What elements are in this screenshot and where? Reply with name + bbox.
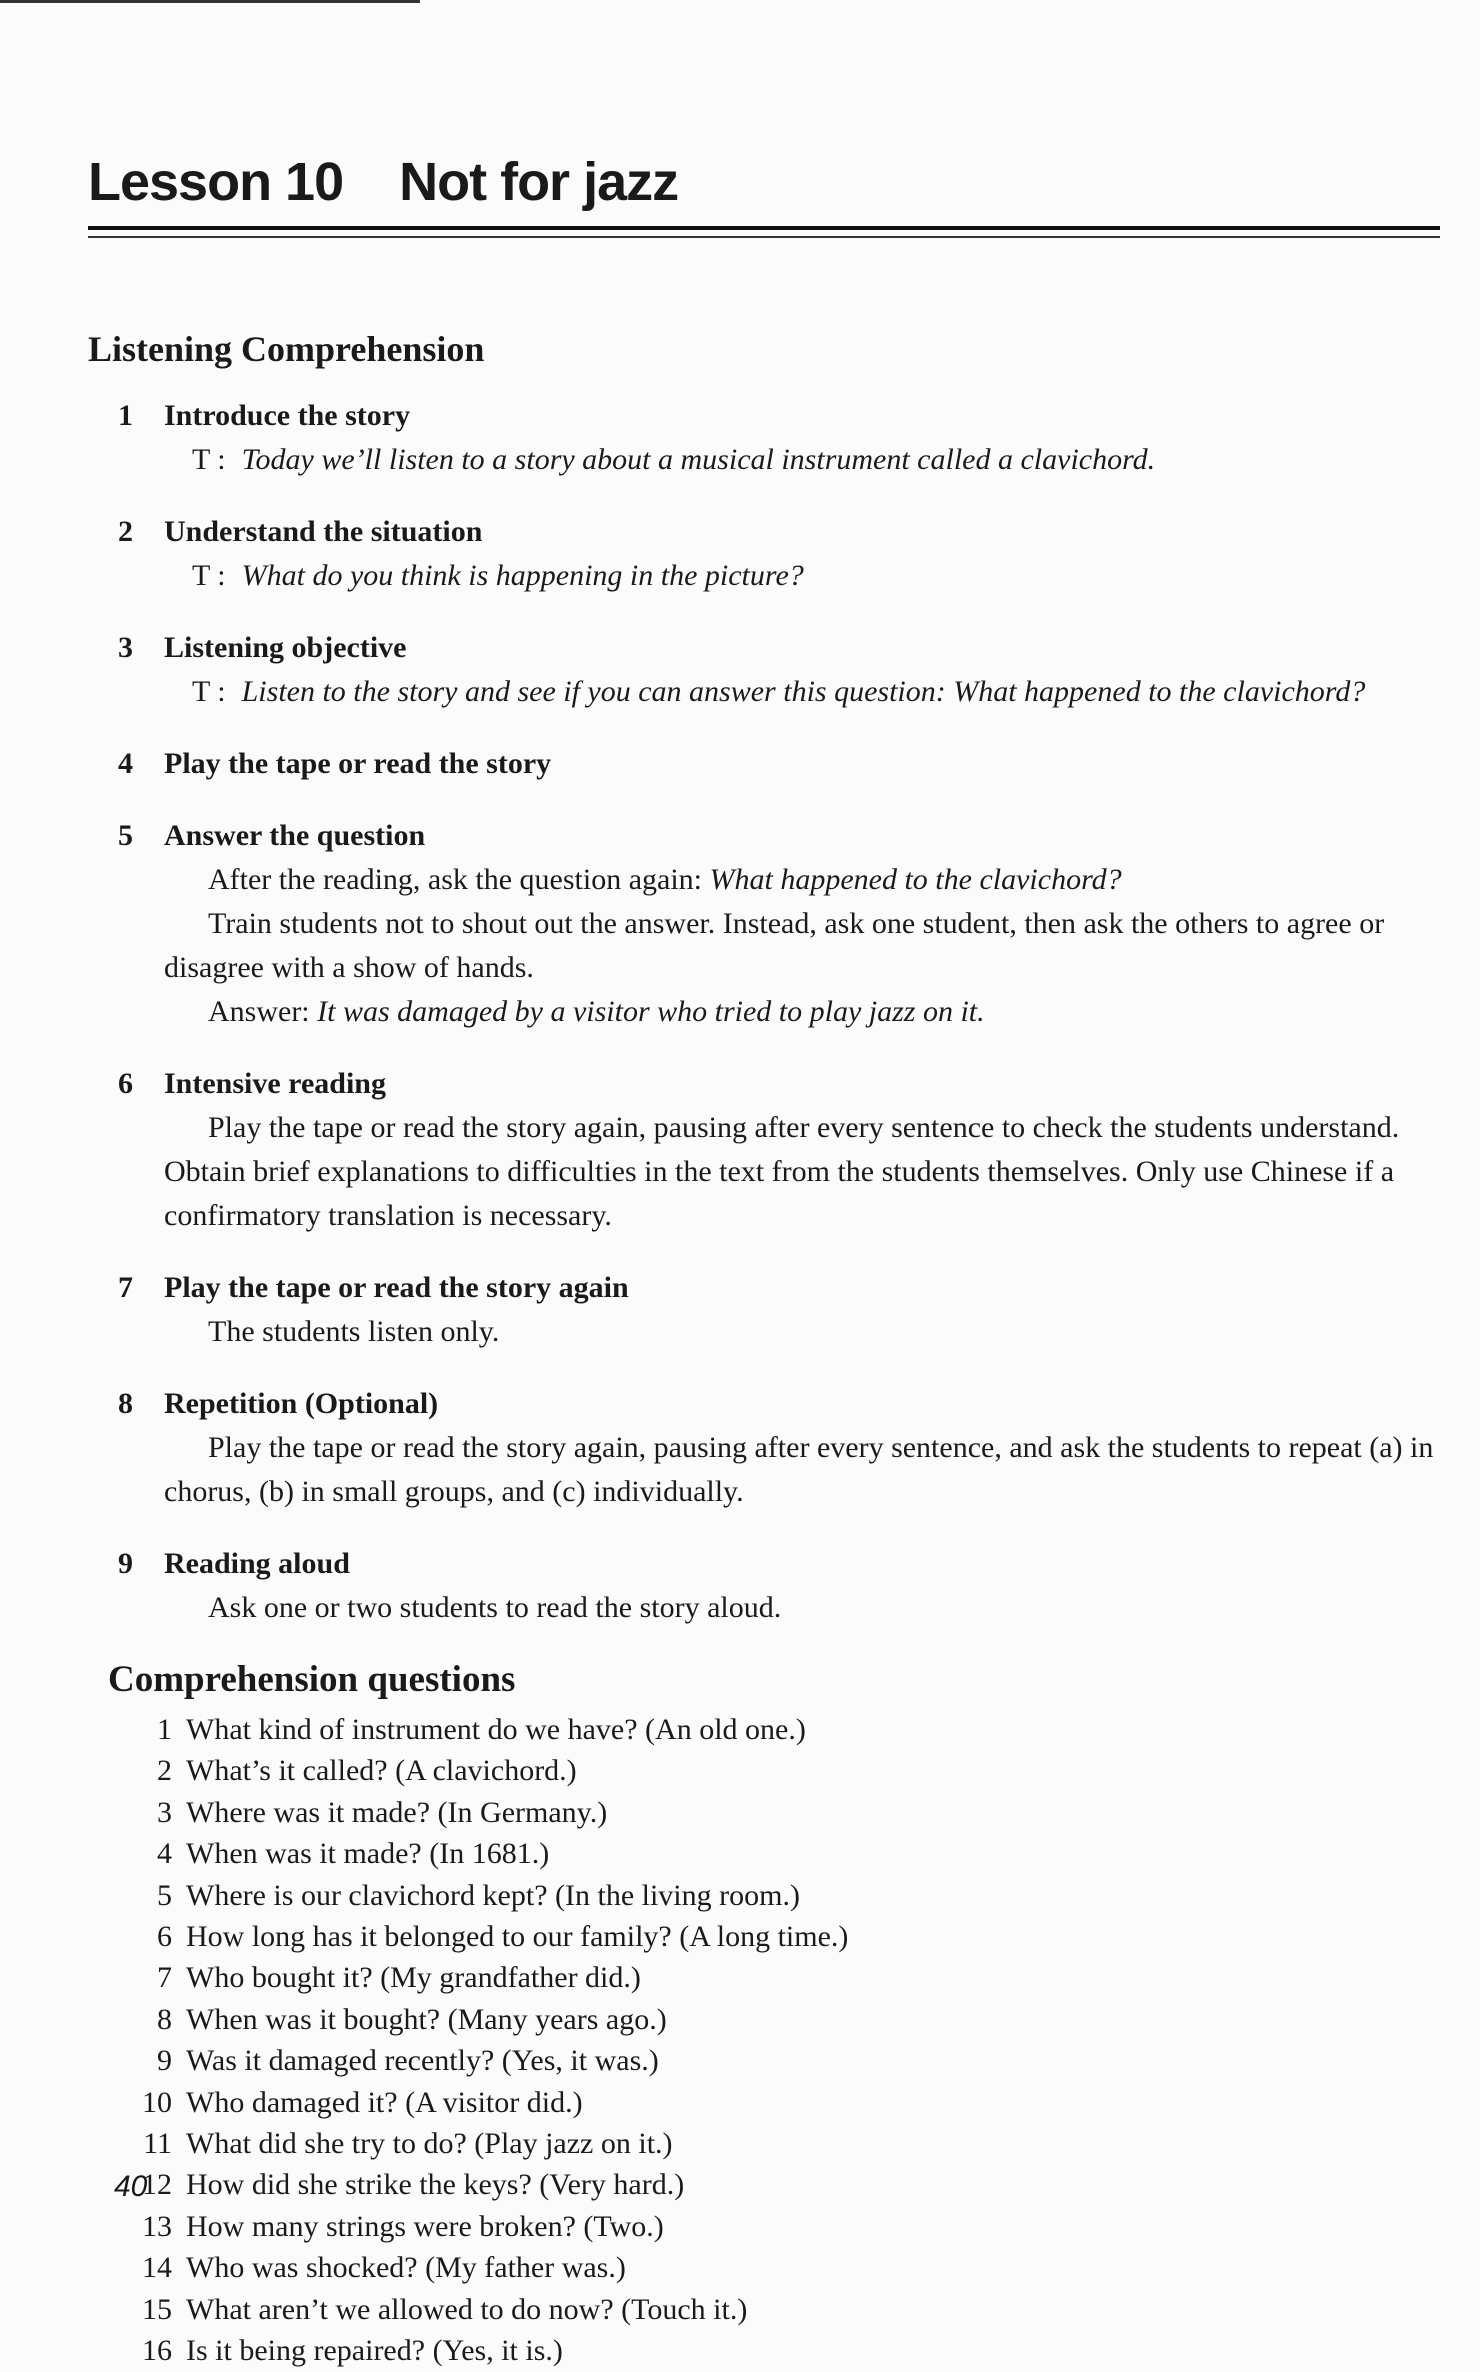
question-item <box>128 2082 1458 2123</box>
step-3 <box>118 626 1458 714</box>
teacher-label: T : <box>192 559 226 592</box>
step-7 <box>118 1266 1458 1354</box>
step-paragraph: Play the tape or read the story again, pausing after every sentence to check the students understand. Obtain brief explanations to difficulties in the text from the students themselves. Only use Chinese if a confirmatory translation is necessary. <box>164 1111 1400 1232</box>
question-item <box>128 1750 1458 1791</box>
teacher-label: T : <box>192 675 226 708</box>
step-heading: Intensive reading <box>164 1067 386 1100</box>
question-item <box>128 2123 1458 2164</box>
step-number: 8 <box>118 1387 133 1420</box>
page-number: 40 <box>114 2170 148 2203</box>
question-number: 4 <box>157 1837 172 1871</box>
page-content <box>88 150 1458 2372</box>
question-text: What’s it called? (A clavichord.) <box>186 1754 577 1788</box>
step-number: 7 <box>118 1271 133 1304</box>
step-paragraph: Ask one or two students to read the story aloud. <box>208 1591 782 1624</box>
question-number: 14 <box>142 2251 172 2285</box>
question-item <box>128 2289 1458 2330</box>
step-heading: Play the tape or read the story again <box>164 1271 629 1304</box>
step-9 <box>118 1542 1458 1630</box>
step-2 <box>118 510 1458 598</box>
paragraph-text: After the reading, ask the question again: <box>208 863 703 896</box>
step-6 <box>118 1062 1458 1238</box>
step-paragraph <box>164 858 1458 902</box>
question-item <box>128 2040 1458 2081</box>
question-number: 2 <box>157 1754 172 1788</box>
question-text: Is it being repaired? (Yes, it is.) <box>186 2334 563 2368</box>
question-item <box>128 1833 1458 1874</box>
question-text: Who was shocked? (My father was.) <box>186 2251 626 2285</box>
question-item <box>128 2330 1458 2371</box>
question-number: 6 <box>157 1920 172 1954</box>
step-5 <box>118 814 1458 1034</box>
question-item <box>128 2247 1458 2288</box>
lesson-title: Not for jazz <box>399 152 679 212</box>
question-item <box>128 1957 1458 1998</box>
step-number: 3 <box>118 631 133 664</box>
step-heading: Introduce the story <box>164 399 411 432</box>
question-number: 15 <box>142 2292 172 2326</box>
question-number: 11 <box>143 2127 172 2161</box>
paragraph-text: Answer: <box>208 995 310 1028</box>
teacher-line: Listen to the story and see if you can answer this question: What happened to the clavichord? <box>241 675 1366 708</box>
step-heading: Repetition (Optional) <box>164 1387 439 1420</box>
question-text: Who bought it? (My grandfather did.) <box>186 1961 641 1995</box>
paragraph-italic: What happened to the clavichord? <box>709 863 1122 896</box>
step-number: 4 <box>118 747 133 780</box>
question-text: Was it damaged recently? (Yes, it was.) <box>186 2044 659 2078</box>
step-paragraph: Play the tape or read the story again, pausing after every sentence, and ask the students to repeat (a) in chorus, (b) in small groups, and (c) individually. <box>164 1431 1434 1508</box>
question-number: 12 <box>142 2168 172 2202</box>
step-heading: Reading aloud <box>164 1547 350 1580</box>
question-text: When was it bought? (Many years ago.) <box>186 2002 667 2036</box>
step-paragraph: Train students not to shout out the answer. Instead, ask one student, then ask the others to agree or disagree with a show of hands. <box>164 907 1385 984</box>
step-heading: Play the tape or read the story <box>164 747 552 780</box>
question-number: 16 <box>142 2334 172 2368</box>
step-number: 5 <box>118 819 133 852</box>
question-item <box>128 1792 1458 1833</box>
question-item <box>128 2206 1458 2247</box>
question-text: What aren’t we allowed to do now? (Touch it.) <box>186 2292 748 2326</box>
question-list <box>128 1709 1458 2372</box>
question-item <box>128 1999 1458 2040</box>
question-number: 5 <box>157 1878 172 1912</box>
step-number: 2 <box>118 515 133 548</box>
step-1 <box>118 394 1458 482</box>
listening-section-title: Listening Comprehension <box>88 329 485 369</box>
question-item <box>128 2164 1458 2205</box>
teacher-line: What do you think is happening in the picture? <box>241 559 804 592</box>
step-number: 1 <box>118 399 133 432</box>
question-text: How long has it belonged to our family? (A long time.) <box>186 1920 849 1954</box>
question-text: Where is our clavichord kept? (In the living room.) <box>186 1878 800 1912</box>
question-text: What did she try to do? (Play jazz on it.) <box>186 2127 673 2161</box>
step-heading: Listening objective <box>164 631 407 664</box>
header-rule-thin <box>88 236 1440 238</box>
question-item <box>128 1916 1458 1957</box>
teacher-line: Today we’ll listen to a story about a musical instrument called a clavichord. <box>241 443 1156 476</box>
step-number: 6 <box>118 1067 133 1100</box>
answer-text: It was damaged by a visitor who tried to play jazz on it. <box>317 995 985 1028</box>
top-edge-line <box>0 0 420 3</box>
step-4 <box>118 742 1458 786</box>
step-number: 9 <box>118 1547 133 1580</box>
comprehension-section-title: Comprehension questions <box>108 1659 516 1700</box>
question-number: 8 <box>157 2002 172 2036</box>
question-text: Where was it made? (In Germany.) <box>186 1795 608 1829</box>
question-text: When was it made? (In 1681.) <box>186 1837 550 1871</box>
question-text: How many strings were broken? (Two.) <box>186 2209 664 2243</box>
step-8 <box>118 1382 1458 1514</box>
question-text: How did she strike the keys? (Very hard.) <box>186 2168 685 2202</box>
question-number: 13 <box>142 2209 172 2243</box>
question-item <box>128 1875 1458 1916</box>
question-text: What kind of instrument do we have? (An old one.) <box>186 1713 806 1746</box>
lesson-label: Lesson 10 <box>88 152 344 212</box>
question-item <box>128 1709 1458 1750</box>
header-rule-thick <box>88 226 1440 230</box>
question-number: 1 <box>157 1713 172 1746</box>
question-number: 3 <box>157 1795 172 1829</box>
question-number: 7 <box>157 1961 172 1995</box>
step-heading: Understand the situation <box>164 515 483 548</box>
step-paragraph: The students listen only. <box>208 1315 500 1348</box>
step-heading: Answer the question <box>164 819 426 852</box>
question-number: 10 <box>142 2085 172 2119</box>
teacher-label: T : <box>192 443 226 476</box>
question-text: Who damaged it? (A visitor did.) <box>186 2085 583 2119</box>
step-paragraph <box>164 990 1458 1034</box>
lesson-header <box>88 150 1458 214</box>
question-number: 9 <box>157 2044 172 2078</box>
